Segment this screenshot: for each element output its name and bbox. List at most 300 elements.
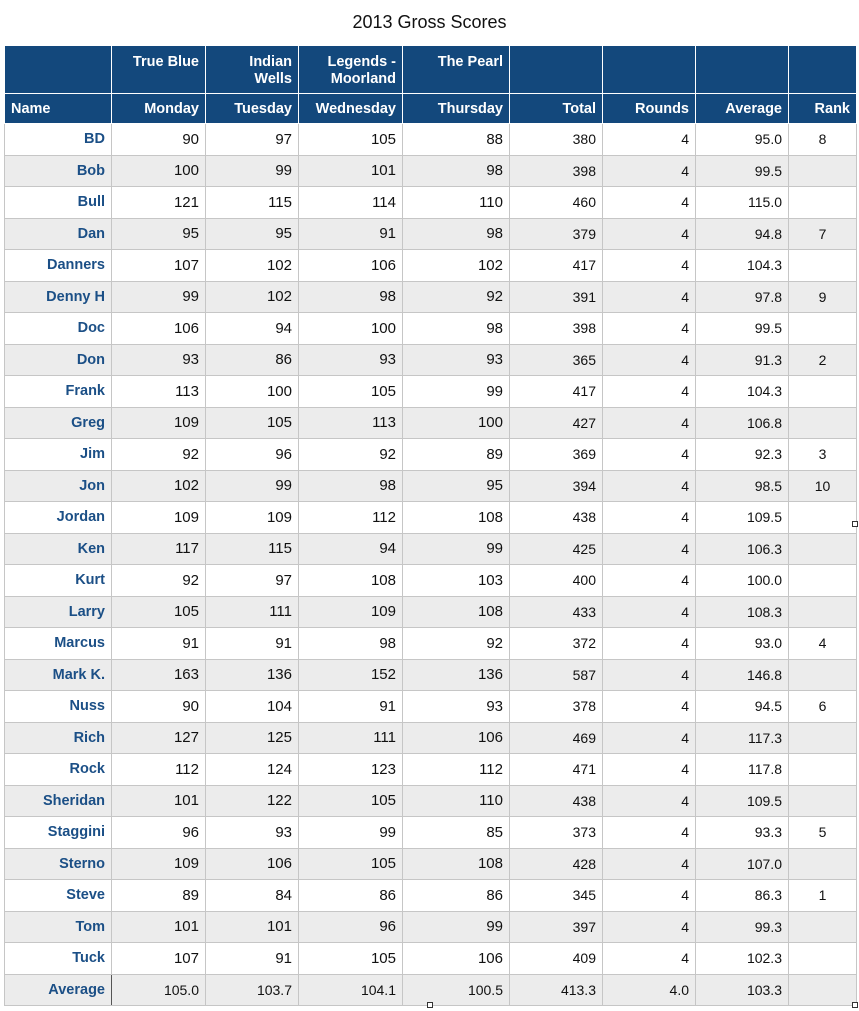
rank-cell[interactable] (789, 155, 857, 187)
wednesday-cell[interactable]: 91 (299, 691, 403, 723)
monday-cell[interactable]: 89 (112, 880, 206, 912)
monday-cell[interactable]: 117 (112, 533, 206, 565)
name-cell[interactable]: Don (5, 344, 112, 376)
rounds-cell[interactable]: 4 (603, 943, 696, 975)
table-row (5, 313, 857, 345)
total-cell[interactable]: 365 (510, 344, 603, 376)
thursday-cell[interactable]: 86 (403, 880, 510, 912)
thursday-cell[interactable]: 98 (403, 313, 510, 345)
wednesday-cell[interactable]: 152 (299, 659, 403, 691)
tuesday-cell[interactable]: 84 (206, 880, 299, 912)
total-cell[interactable]: 380 (510, 124, 603, 156)
average-monday-cell[interactable]: 105.0 (112, 974, 206, 1005)
rank-cell[interactable]: 3 (789, 439, 857, 471)
monday-cell[interactable]: 105 (112, 596, 206, 628)
total-cell[interactable]: 587 (510, 659, 603, 691)
thursday-cell[interactable]: 98 (403, 218, 510, 250)
monday-cell[interactable]: 109 (112, 848, 206, 880)
tuesday-cell[interactable]: 109 (206, 502, 299, 534)
total-cell[interactable]: 369 (510, 439, 603, 471)
wednesday-cell[interactable]: 98 (299, 470, 403, 502)
name-cell[interactable]: Frank (5, 376, 112, 408)
rank-cell[interactable]: 7 (789, 218, 857, 250)
column-header-tuesday[interactable]: Tuesday (206, 94, 299, 124)
course-header-cell[interactable] (789, 46, 857, 94)
rounds-cell[interactable]: 4 (603, 848, 696, 880)
name-cell[interactable]: Staggini (5, 817, 112, 849)
wednesday-cell[interactable]: 108 (299, 565, 403, 597)
rank-cell[interactable] (789, 659, 857, 691)
average-wednesday-cell[interactable]: 104.1 (299, 974, 403, 1005)
rank-cell[interactable]: 4 (789, 628, 857, 660)
rank-cell[interactable]: 6 (789, 691, 857, 723)
resize-handle-right[interactable] (852, 521, 858, 527)
thursday-cell[interactable]: 92 (403, 628, 510, 660)
course-header-row (5, 46, 857, 94)
name-cell[interactable]: BD (5, 124, 112, 156)
average-total-cell[interactable]: 413.3 (510, 974, 603, 1005)
name-cell[interactable]: Dan (5, 218, 112, 250)
total-cell[interactable]: 391 (510, 281, 603, 313)
column-header-monday[interactable]: Monday (112, 94, 206, 124)
rounds-cell[interactable]: 4 (603, 502, 696, 534)
thursday-cell[interactable]: 89 (403, 439, 510, 471)
thursday-cell[interactable]: 99 (403, 533, 510, 565)
average-cell[interactable]: 109.5 (696, 502, 789, 534)
rounds-cell[interactable]: 4 (603, 596, 696, 628)
thursday-cell[interactable]: 108 (403, 596, 510, 628)
rank-cell[interactable] (789, 722, 857, 754)
name-cell[interactable]: Denny H (5, 281, 112, 313)
thursday-cell[interactable]: 110 (403, 785, 510, 817)
wednesday-cell[interactable]: 105 (299, 943, 403, 975)
rounds-cell[interactable]: 4 (603, 533, 696, 565)
average-thursday-cell[interactable]: 100.5 (403, 974, 510, 1005)
table-row (5, 785, 857, 817)
rounds-cell[interactable]: 4 (603, 911, 696, 943)
total-cell[interactable]: 394 (510, 470, 603, 502)
total-cell[interactable]: 398 (510, 155, 603, 187)
column-header-wednesday[interactable]: Wednesday (299, 94, 403, 124)
wednesday-cell[interactable]: 113 (299, 407, 403, 439)
average-cell[interactable]: 108.3 (696, 596, 789, 628)
name-cell[interactable]: Bull (5, 187, 112, 219)
monday-cell[interactable]: 101 (112, 911, 206, 943)
course-header-cell[interactable] (696, 46, 789, 94)
rank-cell[interactable] (789, 785, 857, 817)
table-row (5, 817, 857, 849)
gross-scores-table (4, 45, 857, 1006)
name-cell[interactable]: Tuck (5, 943, 112, 975)
table-row (5, 596, 857, 628)
table-body (5, 124, 857, 975)
monday-cell[interactable]: 121 (112, 187, 206, 219)
table-row (5, 911, 857, 943)
wednesday-cell[interactable]: 109 (299, 596, 403, 628)
table-row (5, 943, 857, 975)
average-cell[interactable]: 117.3 (696, 722, 789, 754)
thursday-cell[interactable]: 102 (403, 250, 510, 282)
average-cell[interactable]: 146.8 (696, 659, 789, 691)
wednesday-cell[interactable]: 93 (299, 344, 403, 376)
monday-cell[interactable]: 100 (112, 155, 206, 187)
column-header-rank[interactable]: Rank (789, 94, 857, 124)
tuesday-cell[interactable]: 125 (206, 722, 299, 754)
column-header-row (5, 94, 857, 124)
wednesday-cell[interactable]: 94 (299, 533, 403, 565)
wednesday-cell[interactable]: 101 (299, 155, 403, 187)
rank-cell[interactable]: 2 (789, 344, 857, 376)
tuesday-cell[interactable]: 99 (206, 470, 299, 502)
total-cell[interactable]: 417 (510, 250, 603, 282)
name-cell[interactable]: Rich (5, 722, 112, 754)
table-row (5, 722, 857, 754)
total-cell[interactable]: 438 (510, 785, 603, 817)
column-header-rounds[interactable]: Rounds (603, 94, 696, 124)
average-average-cell[interactable]: 103.3 (696, 974, 789, 1005)
wednesday-cell[interactable]: 114 (299, 187, 403, 219)
wednesday-cell[interactable]: 112 (299, 502, 403, 534)
total-cell[interactable]: 438 (510, 502, 603, 534)
rounds-cell[interactable]: 4 (603, 155, 696, 187)
course-header-cell[interactable]: The Pearl (403, 46, 510, 94)
name-cell[interactable]: Danners (5, 250, 112, 282)
average-cell[interactable]: 117.8 (696, 754, 789, 786)
average-cell[interactable]: 115.0 (696, 187, 789, 219)
course-header-cell[interactable]: True Blue (112, 46, 206, 94)
name-cell[interactable]: Sheridan (5, 785, 112, 817)
tuesday-cell[interactable]: 124 (206, 754, 299, 786)
average-cell[interactable]: 93.3 (696, 817, 789, 849)
rounds-cell[interactable]: 4 (603, 376, 696, 408)
thursday-cell[interactable]: 112 (403, 754, 510, 786)
tuesday-cell[interactable]: 115 (206, 187, 299, 219)
table-row (5, 376, 857, 408)
rank-cell[interactable] (789, 911, 857, 943)
monday-cell[interactable]: 90 (112, 124, 206, 156)
average-cell[interactable]: 99.5 (696, 313, 789, 345)
average-cell[interactable]: 104.3 (696, 376, 789, 408)
table-row (5, 187, 857, 219)
monday-cell[interactable]: 106 (112, 313, 206, 345)
rounds-cell[interactable]: 4 (603, 691, 696, 723)
monday-cell[interactable]: 109 (112, 407, 206, 439)
rounds-cell[interactable]: 4 (603, 722, 696, 754)
wednesday-cell[interactable]: 91 (299, 218, 403, 250)
rounds-cell[interactable]: 4 (603, 659, 696, 691)
resize-handle-corner[interactable] (852, 1002, 858, 1008)
thursday-cell[interactable]: 95 (403, 470, 510, 502)
sheet-title: 2013 Gross Scores (352, 12, 507, 32)
total-cell[interactable]: 471 (510, 754, 603, 786)
average-cell[interactable]: 104.3 (696, 250, 789, 282)
thursday-cell[interactable]: 103 (403, 565, 510, 597)
rounds-cell[interactable]: 4 (603, 344, 696, 376)
total-cell[interactable]: 427 (510, 407, 603, 439)
average-cell[interactable]: 106.3 (696, 533, 789, 565)
average-row (5, 974, 857, 1005)
name-cell[interactable]: Jon (5, 470, 112, 502)
average-cell[interactable]: 99.3 (696, 911, 789, 943)
wednesday-cell[interactable]: 123 (299, 754, 403, 786)
rank-cell[interactable] (789, 502, 857, 534)
tuesday-cell[interactable]: 122 (206, 785, 299, 817)
thursday-cell[interactable]: 106 (403, 943, 510, 975)
wednesday-cell[interactable]: 99 (299, 817, 403, 849)
thursday-cell[interactable]: 99 (403, 376, 510, 408)
rank-cell[interactable] (789, 754, 857, 786)
monday-cell[interactable]: 107 (112, 250, 206, 282)
name-cell[interactable]: Nuss (5, 691, 112, 723)
name-cell[interactable]: Bob (5, 155, 112, 187)
monday-cell[interactable]: 91 (112, 628, 206, 660)
tuesday-cell[interactable]: 97 (206, 124, 299, 156)
tuesday-cell[interactable]: 136 (206, 659, 299, 691)
rank-cell[interactable]: 1 (789, 880, 857, 912)
table-row (5, 533, 857, 565)
average-label-cell[interactable]: Average (5, 974, 112, 1005)
average-tuesday-cell[interactable]: 103.7 (206, 974, 299, 1005)
name-cell[interactable]: Tom (5, 911, 112, 943)
tuesday-cell[interactable]: 105 (206, 407, 299, 439)
rounds-cell[interactable]: 4 (603, 880, 696, 912)
average-cell[interactable]: 97.8 (696, 281, 789, 313)
rank-cell[interactable] (789, 596, 857, 628)
monday-cell[interactable]: 92 (112, 565, 206, 597)
rank-cell[interactable] (789, 187, 857, 219)
tuesday-cell[interactable]: 97 (206, 565, 299, 597)
rank-cell[interactable] (789, 376, 857, 408)
wednesday-cell[interactable]: 105 (299, 785, 403, 817)
wednesday-cell[interactable]: 98 (299, 281, 403, 313)
table-row (5, 439, 857, 471)
resize-handle-bottom[interactable] (427, 1002, 433, 1008)
total-cell[interactable]: 345 (510, 880, 603, 912)
thursday-cell[interactable]: 108 (403, 848, 510, 880)
name-cell[interactable]: Larry (5, 596, 112, 628)
thursday-cell[interactable]: 108 (403, 502, 510, 534)
table-row (5, 691, 857, 723)
total-cell[interactable]: 400 (510, 565, 603, 597)
monday-cell[interactable]: 163 (112, 659, 206, 691)
rank-cell[interactable]: 5 (789, 817, 857, 849)
tuesday-cell[interactable]: 115 (206, 533, 299, 565)
total-cell[interactable]: 409 (510, 943, 603, 975)
rounds-cell[interactable]: 4 (603, 565, 696, 597)
tuesday-cell[interactable]: 86 (206, 344, 299, 376)
thursday-cell[interactable]: 85 (403, 817, 510, 849)
column-header-name[interactable]: Name (5, 94, 112, 124)
rounds-cell[interactable]: 4 (603, 218, 696, 250)
tuesday-cell[interactable]: 94 (206, 313, 299, 345)
tuesday-cell[interactable]: 96 (206, 439, 299, 471)
average-cell[interactable]: 93.0 (696, 628, 789, 660)
wednesday-cell[interactable]: 86 (299, 880, 403, 912)
rank-cell[interactable] (789, 565, 857, 597)
tuesday-cell[interactable]: 99 (206, 155, 299, 187)
monday-cell[interactable]: 127 (112, 722, 206, 754)
rounds-cell[interactable]: 4 (603, 250, 696, 282)
wednesday-cell[interactable]: 98 (299, 628, 403, 660)
table-row (5, 565, 857, 597)
average-cell[interactable]: 100.0 (696, 565, 789, 597)
rounds-cell[interactable]: 4 (603, 754, 696, 786)
average-rounds-cell[interactable]: 4.0 (603, 974, 696, 1005)
name-cell[interactable]: Greg (5, 407, 112, 439)
name-cell[interactable]: Mark K. (5, 659, 112, 691)
thursday-cell[interactable]: 92 (403, 281, 510, 313)
rank-cell[interactable] (789, 533, 857, 565)
course-header-cell[interactable] (5, 46, 112, 94)
rank-cell[interactable] (789, 848, 857, 880)
table-row (5, 628, 857, 660)
average-cell[interactable]: 98.5 (696, 470, 789, 502)
tuesday-cell[interactable]: 102 (206, 281, 299, 313)
total-cell[interactable]: 469 (510, 722, 603, 754)
column-header-total[interactable]: Total (510, 94, 603, 124)
course-header-cell[interactable] (510, 46, 603, 94)
average-cell[interactable]: 94.5 (696, 691, 789, 723)
column-header-thursday[interactable]: Thursday (403, 94, 510, 124)
wednesday-cell[interactable]: 105 (299, 848, 403, 880)
monday-cell[interactable]: 95 (112, 218, 206, 250)
rounds-cell[interactable]: 4 (603, 628, 696, 660)
rounds-cell[interactable]: 4 (603, 470, 696, 502)
average-cell[interactable]: 99.5 (696, 155, 789, 187)
table-row (5, 281, 857, 313)
monday-cell[interactable]: 107 (112, 943, 206, 975)
monday-cell[interactable]: 93 (112, 344, 206, 376)
name-cell[interactable]: Rock (5, 754, 112, 786)
course-header-cell[interactable] (603, 46, 696, 94)
table-row (5, 880, 857, 912)
tuesday-cell[interactable]: 93 (206, 817, 299, 849)
wednesday-cell[interactable]: 92 (299, 439, 403, 471)
monday-cell[interactable]: 96 (112, 817, 206, 849)
average-cell[interactable]: 107.0 (696, 848, 789, 880)
name-cell[interactable]: Doc (5, 313, 112, 345)
tuesday-cell[interactable]: 100 (206, 376, 299, 408)
name-cell[interactable]: Ken (5, 533, 112, 565)
rounds-cell[interactable]: 4 (603, 313, 696, 345)
rank-cell[interactable] (789, 250, 857, 282)
total-cell[interactable]: 425 (510, 533, 603, 565)
wednesday-cell[interactable]: 105 (299, 376, 403, 408)
total-cell[interactable]: 373 (510, 817, 603, 849)
column-header-average[interactable]: Average (696, 94, 789, 124)
total-cell[interactable]: 428 (510, 848, 603, 880)
total-cell[interactable]: 397 (510, 911, 603, 943)
thursday-cell[interactable]: 106 (403, 722, 510, 754)
thursday-cell[interactable]: 110 (403, 187, 510, 219)
total-cell[interactable]: 378 (510, 691, 603, 723)
course-header-cell[interactable]: Legends - Moorland (299, 46, 403, 94)
rank-cell[interactable] (789, 313, 857, 345)
total-cell[interactable]: 417 (510, 376, 603, 408)
table-row (5, 250, 857, 282)
wednesday-cell[interactable]: 100 (299, 313, 403, 345)
average-cell[interactable]: 92.3 (696, 439, 789, 471)
total-cell[interactable]: 433 (510, 596, 603, 628)
tuesday-cell[interactable]: 91 (206, 943, 299, 975)
average-cell[interactable]: 91.3 (696, 344, 789, 376)
name-cell[interactable]: Kurt (5, 565, 112, 597)
tuesday-cell[interactable]: 106 (206, 848, 299, 880)
table-row (5, 407, 857, 439)
wednesday-cell[interactable]: 96 (299, 911, 403, 943)
average-rank-cell[interactable] (789, 974, 857, 1005)
monday-cell[interactable]: 99 (112, 281, 206, 313)
thursday-cell[interactable]: 99 (403, 911, 510, 943)
rounds-cell[interactable]: 4 (603, 785, 696, 817)
monday-cell[interactable]: 102 (112, 470, 206, 502)
tuesday-cell[interactable]: 104 (206, 691, 299, 723)
average-cell[interactable]: 86.3 (696, 880, 789, 912)
tuesday-cell[interactable]: 95 (206, 218, 299, 250)
rank-cell[interactable] (789, 407, 857, 439)
wednesday-cell[interactable]: 106 (299, 250, 403, 282)
monday-cell[interactable]: 101 (112, 785, 206, 817)
average-cell[interactable]: 106.8 (696, 407, 789, 439)
name-cell[interactable]: Steve (5, 880, 112, 912)
total-cell[interactable]: 460 (510, 187, 603, 219)
total-cell[interactable]: 398 (510, 313, 603, 345)
rank-cell[interactable]: 9 (789, 281, 857, 313)
table-row (5, 502, 857, 534)
tuesday-cell[interactable]: 101 (206, 911, 299, 943)
name-cell[interactable]: Jim (5, 439, 112, 471)
table-row (5, 344, 857, 376)
thursday-cell[interactable]: 98 (403, 155, 510, 187)
rank-cell[interactable] (789, 943, 857, 975)
wednesday-cell[interactable]: 105 (299, 124, 403, 156)
thursday-cell[interactable]: 88 (403, 124, 510, 156)
rounds-cell[interactable]: 4 (603, 281, 696, 313)
average-cell[interactable]: 109.5 (696, 785, 789, 817)
thursday-cell[interactable]: 93 (403, 344, 510, 376)
course-header-cell[interactable]: Indian Wells (206, 46, 299, 94)
table-row (5, 848, 857, 880)
tuesday-cell[interactable]: 91 (206, 628, 299, 660)
thursday-cell[interactable]: 93 (403, 691, 510, 723)
total-cell[interactable]: 379 (510, 218, 603, 250)
rounds-cell[interactable]: 4 (603, 187, 696, 219)
rounds-cell[interactable]: 4 (603, 817, 696, 849)
monday-cell[interactable]: 109 (112, 502, 206, 534)
tuesday-cell[interactable]: 111 (206, 596, 299, 628)
monday-cell[interactable]: 90 (112, 691, 206, 723)
rounds-cell[interactable]: 4 (603, 407, 696, 439)
name-cell[interactable]: Marcus (5, 628, 112, 660)
thursday-cell[interactable]: 100 (403, 407, 510, 439)
monday-cell[interactable]: 92 (112, 439, 206, 471)
name-cell[interactable]: Sterno (5, 848, 112, 880)
rank-cell[interactable]: 8 (789, 124, 857, 156)
monday-cell[interactable]: 113 (112, 376, 206, 408)
monday-cell[interactable]: 112 (112, 754, 206, 786)
rounds-cell[interactable]: 4 (603, 124, 696, 156)
thursday-cell[interactable]: 136 (403, 659, 510, 691)
total-cell[interactable]: 372 (510, 628, 603, 660)
average-cell[interactable]: 95.0 (696, 124, 789, 156)
name-cell[interactable]: Jordan (5, 502, 112, 534)
tuesday-cell[interactable]: 102 (206, 250, 299, 282)
average-cell[interactable]: 94.8 (696, 218, 789, 250)
wednesday-cell[interactable]: 111 (299, 722, 403, 754)
rounds-cell[interactable]: 4 (603, 439, 696, 471)
rank-cell[interactable]: 10 (789, 470, 857, 502)
average-cell[interactable]: 102.3 (696, 943, 789, 975)
